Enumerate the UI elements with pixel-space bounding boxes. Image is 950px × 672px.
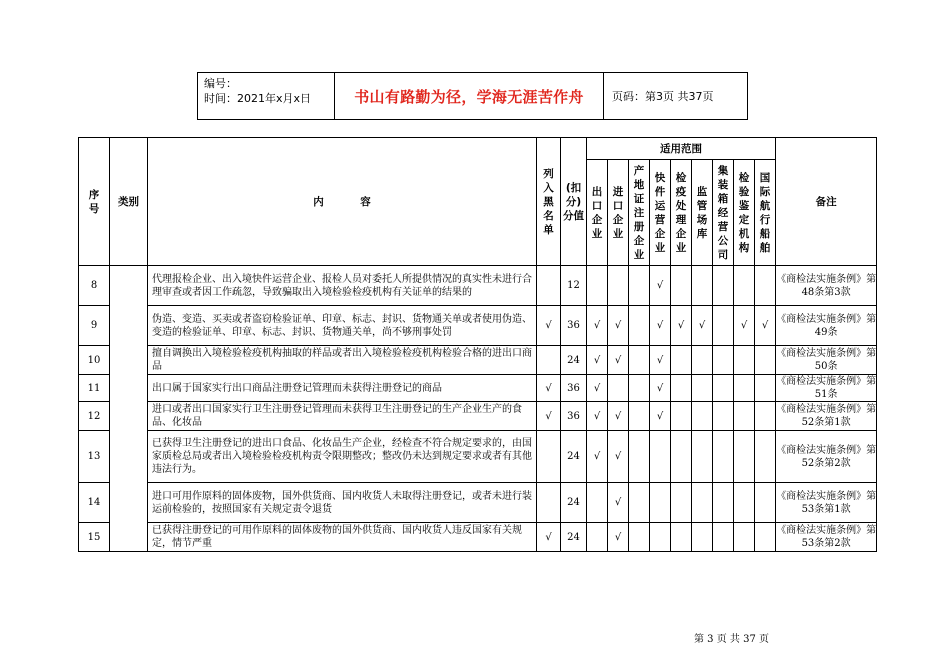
scope-col-header [713,160,734,266]
scope-col-header [629,160,650,266]
header-meta [198,73,335,119]
row-score: 24 [561,346,587,375]
row-note: 《商检法实施条例》第52条第1款 [776,402,877,431]
row-scope-check: √ [650,402,671,431]
row-scope-check [734,402,755,431]
row-scope-check: √ [608,346,629,375]
row-score: 12 [561,266,587,306]
row-content: 已获得卫生注册登记的进出口食品、化妆品生产企业，经检查不符合规定要求的，由国家质检总局或者出入境检验检疫机构责令限期整改；整改仍未达到规定要求或者有其他违法行为。 [148,431,537,483]
row-scope-check: √ [650,375,671,402]
scope-col-header [587,160,608,266]
regulation-table [78,137,877,552]
col-score-label: (扣分)分值 [563,181,584,222]
row-scope-check [755,375,776,402]
col-note-header: 备注 [776,138,877,266]
row-scope-check: √ [608,431,629,483]
row-scope-check [629,346,650,375]
table-row [79,483,877,523]
row-scope-check [734,523,755,552]
row-scope-check [629,306,650,346]
row-scope-check [755,266,776,306]
row-score: 36 [561,375,587,402]
row-scope-check [692,483,713,523]
row-scope-check: √ [734,306,755,346]
row-scope-check [629,483,650,523]
row-blacklist [537,266,561,306]
row-scope-check [587,483,608,523]
row-scope-check [587,523,608,552]
row-number: 15 [79,523,110,552]
row-scope-check [629,375,650,402]
row-score: 24 [561,431,587,483]
row-blacklist [537,346,561,375]
scope-col-header [692,160,713,266]
row-blacklist [537,483,561,523]
row-scope-check: √ [650,306,671,346]
row-scope-check [650,431,671,483]
row-content: 进口可用作原料的固体废物，国外供货商、国内收货人未取得注册登记，或者未进行装运前检验的，按照国家有关规定责令退货 [148,483,537,523]
col-seq-label: 序号 [88,188,100,215]
row-scope-check [671,402,692,431]
row-score: 36 [561,306,587,346]
row-scope-check: √ [692,306,713,346]
col-scope-header: 适用范围 [587,138,776,160]
row-scope-check [608,266,629,306]
row-scope-check [692,266,713,306]
row-scope-check [713,306,734,346]
page-header [197,72,748,120]
scope-col-label: 检验鉴定机构 [738,171,750,254]
row-note: 《商检法实施条例》第50条 [776,346,877,375]
row-scope-check [692,375,713,402]
row-scope-check [713,483,734,523]
row-scope-check: √ [587,306,608,346]
row-number: 13 [79,431,110,483]
col-score-header [561,138,587,266]
scope-col-header [734,160,755,266]
scope-col-header [755,160,776,266]
row-scope-check [692,523,713,552]
scope-col-label: 快件运营企业 [654,171,666,254]
row-scope-check [734,346,755,375]
row-scope-check [755,346,776,375]
table-row [79,431,877,483]
row-number: 9 [79,306,110,346]
row-number: 10 [79,346,110,375]
row-scope-check [713,266,734,306]
row-blacklist [537,431,561,483]
row-scope-check [671,346,692,375]
row-scope-check [734,266,755,306]
row-number: 12 [79,402,110,431]
scope-col-label: 集装箱经营公司 [717,164,729,261]
page-label: 页码：第3页 共37页 [612,90,714,103]
row-scope-check [671,431,692,483]
table-row [79,306,877,346]
row-scope-check [608,375,629,402]
row-number: 11 [79,375,110,402]
scope-col-header [650,160,671,266]
row-scope-check [713,523,734,552]
motto: 书山有路勤为径，学海无涯苦作舟 [335,73,604,119]
number-label: 编号： [204,77,237,90]
page-footer: 第 3 页 共 37 页 [694,634,769,645]
col-category-header: 类别 [110,138,148,266]
col-content-header: 内 容 [148,138,537,266]
row-scope-check [629,266,650,306]
row-scope-check: √ [608,523,629,552]
row-scope-check [629,402,650,431]
row-scope-check [650,483,671,523]
row-scope-check [713,346,734,375]
row-scope-check [734,375,755,402]
row-note: 《商检法实施条例》第53条第1款 [776,483,877,523]
row-scope-check [629,523,650,552]
row-scope-check [671,483,692,523]
table-row [79,266,877,306]
row-scope-check [713,402,734,431]
row-content: 擅自调换出入境检验检疫机构抽取的样品或者出入境检验检疫机构检验合格的进出口商品 [148,346,537,375]
row-content: 已获得注册登记的可用作原料的固体废物的国外供货商、国内收货人违反国家有关规定，情节严重 [148,523,537,552]
row-scope-check [755,483,776,523]
row-scope-check: √ [608,483,629,523]
row-blacklist: √ [537,375,561,402]
row-scope-check: √ [755,306,776,346]
scope-col-label: 检疫处理企业 [675,171,687,254]
row-content: 出口属于国家实行出口商品注册登记管理而未获得注册登记的商品 [148,375,537,402]
scope-col-label: 国际航行船舶 [759,171,771,254]
scope-col-label: 监管场库 [696,185,708,240]
scope-col-header [671,160,692,266]
table-row [79,402,877,431]
time-label: 时间：2021年x月x日 [204,92,312,105]
row-note: 《商检法实施条例》第53条第2款 [776,523,877,552]
row-scope-check [671,266,692,306]
row-scope-check [755,523,776,552]
row-blacklist: √ [537,523,561,552]
row-score: 24 [561,483,587,523]
row-scope-check: √ [587,375,608,402]
row-scope-check: √ [587,346,608,375]
row-score: 36 [561,402,587,431]
table-row [79,375,877,402]
col-blacklist-header [537,138,561,266]
row-scope-check [755,402,776,431]
row-note: 《商检法实施条例》第51条 [776,376,877,400]
row-scope-check: √ [650,266,671,306]
col-blacklist-label: 列入黑名单 [543,167,554,236]
row-score: 24 [561,523,587,552]
row-content: 伪造、变造、买卖或者盗窃检验证单、印章、标志、封识、货物通关单或者使用伪造、变造的检验证单、印章、标志、封识、货物通关单，尚不够刑事处罚 [148,306,537,346]
row-scope-check [713,375,734,402]
scope-col-label: 产地证注册企业 [633,164,645,261]
row-scope-check [755,431,776,483]
row-scope-check [629,431,650,483]
row-scope-check [713,431,734,483]
row-note: 《商检法实施条例》第48条第3款 [776,266,877,306]
col-seq-header [79,138,110,266]
row-number: 14 [79,483,110,523]
row-scope-check [692,402,713,431]
row-note: 《商检法实施条例》第49条 [776,306,877,346]
scope-col-label: 进口企业 [612,185,624,240]
row-number: 8 [79,266,110,306]
scope-col-header [608,160,629,266]
row-scope-check [671,523,692,552]
row-blacklist: √ [537,306,561,346]
row-scope-check: √ [608,306,629,346]
row-scope-check: √ [671,306,692,346]
row-category [110,266,148,552]
row-note: 《商检法实施条例》第52条第2款 [776,431,877,483]
row-scope-check [734,431,755,483]
row-scope-check [587,266,608,306]
row-scope-check [692,346,713,375]
scope-col-label: 出口企业 [591,185,603,240]
table-row [79,346,877,375]
row-scope-check: √ [587,431,608,483]
row-blacklist: √ [537,402,561,431]
row-scope-check: √ [587,402,608,431]
row-scope-check: √ [608,402,629,431]
row-scope-check [650,523,671,552]
row-content: 代理报检企业、出入境快件运营企业、报检人员对委托人所提供情况的真实性未进行合理审查或者因工作疏忽，导致骗取出入境检验检疫机构有关证单的结果的 [148,266,537,306]
row-scope-check [734,483,755,523]
table-row [79,523,877,552]
row-scope-check: √ [650,346,671,375]
row-scope-check [671,375,692,402]
row-content: 进口或者出口国家实行卫生注册登记管理而未获得卫生注册登记的生产企业生产的食品、化妆品 [148,402,537,431]
row-scope-check [692,431,713,483]
